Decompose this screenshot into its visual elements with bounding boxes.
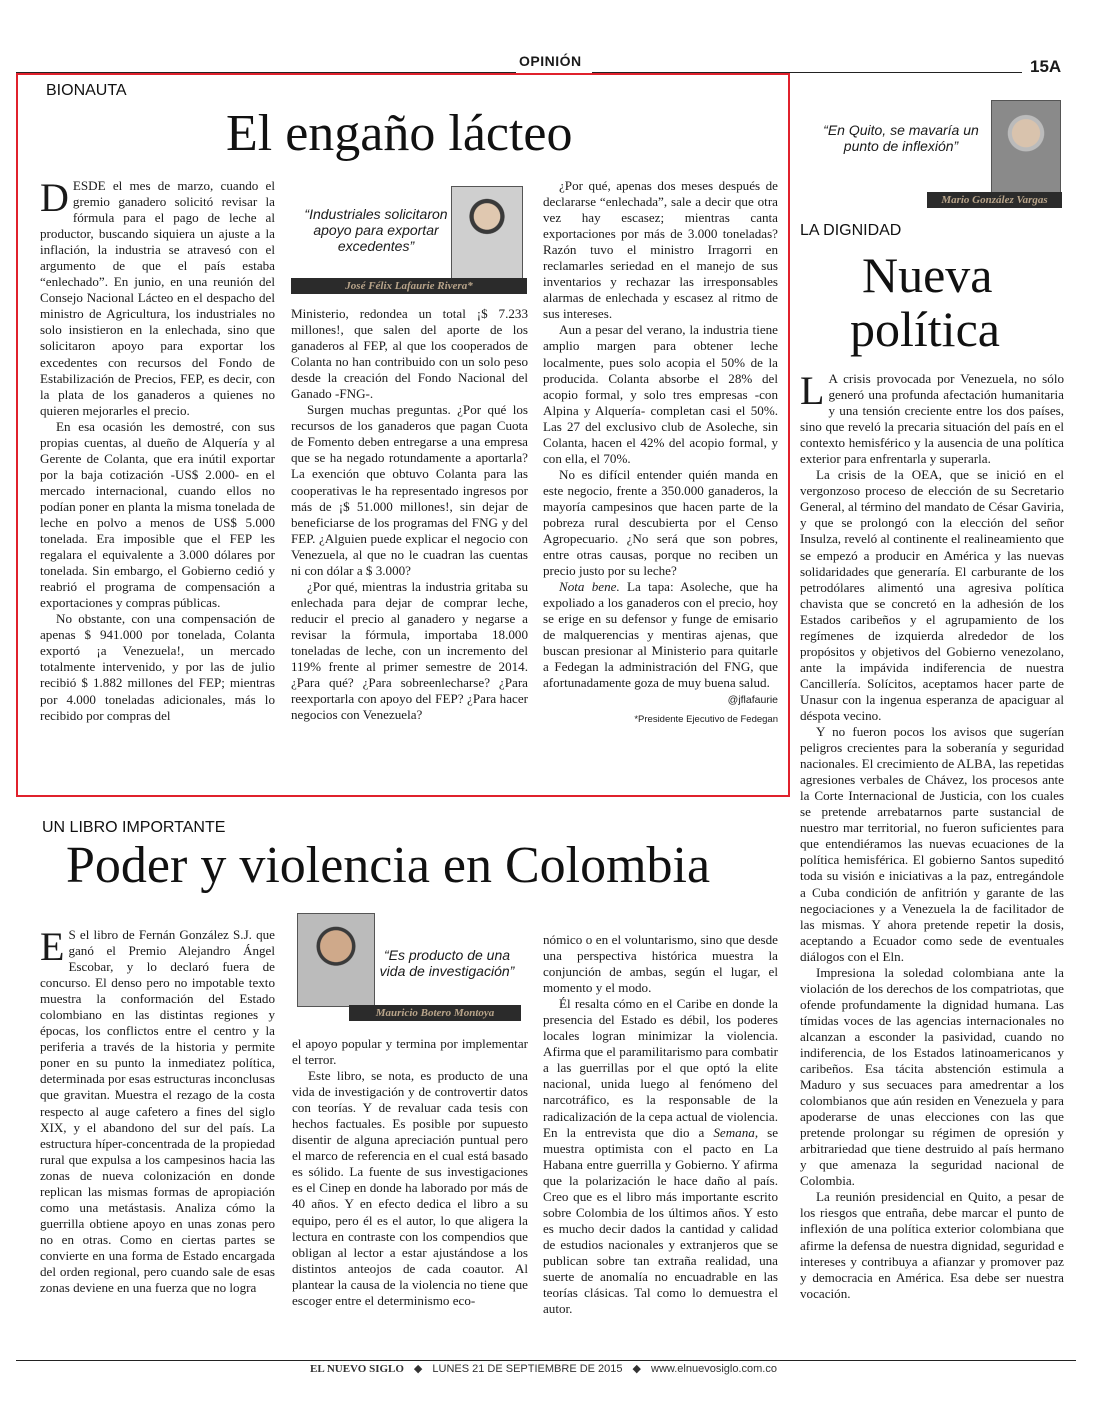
paragraph-text: se muestra optimista con el pacto en La Habana entre guerrilla y Gobierno. Y afirma que la polarización le hace daño al país. Creo que es el libro más importante escrito sobre Colombia de los últimos años. Y esto es mucho decir dados la cantidad y calidad de estudios nacionales y extranjeros que se publican sobre tan extraña realidad, una suerte de anomalía no encuadrable en las teorías clásicas. Tal como lo demuestra el autor. [543, 1124, 779, 1317]
paragraph: ESDE el mes de marzo, cuando el gremio ganadero solicitó revisar la fórmula para el pago de leche al productor, buscando siquiera un ajuste a la inflación, la industria se atravesó con el argumento de que el país estaba “enlechado”. En junio, en una reunión del Consejo Nacional Lácteo en el despacho del ministro de Agricultura, los industriales no solo insistieron en la enlechada, sino que solicitaron apoyo para exportar los excedentes con recursos del Fondo de Estabilización de Precios, FEP, es decir, con la plata de los ganaderos a quienes no quieren mejorarles el precio. [40, 178, 275, 418]
pull-quote: “En Quito, se mavaría un punto de inflexión” [823, 122, 979, 154]
author-photo [991, 100, 1061, 194]
paragraph: No es difícil entender quién manda en este negocio, frente a 350.000 ganaderos, la mayoría campesinos que hacen parte de la pobreza rural descubierta por el Censo Agropecuario. ¿No será que son pobres, entre otras causas, porque no reciben un precio justo por su leche? [543, 466, 778, 579]
article-column-2 [292, 1036, 528, 1309]
paragraph: A crisis provocada por Venezuela, no sólo generó una profunda afectación humanitaria y una tensión creciente entre los dos países, sino que reveló la precaria situación del país en el contexto hemisférico y la ausencia de una política exterior para enfrentarla y superarla. [800, 371, 1064, 467]
article-column-right [800, 368, 1064, 1302]
article-tag: BIONAUTA [46, 82, 127, 99]
issue-date: LUNES 21 DE SEPTIEMBRE DE 2015 [432, 1362, 623, 1375]
author-photo [297, 913, 375, 1007]
article-headline: El engaño lácteo [226, 105, 573, 162]
article-headline-line-1: Nueva [862, 247, 993, 303]
twitter-handle: @jflafaurie [727, 693, 778, 706]
paragraph: Este libro, se nota, es producto de una vida de investigación y de controvertir datos con teorías. Y de revaluar cada tesis con hechos factuales. Es posible por supuesto disentir de alguna apreciación puntual pero el marco de referencia en el cual está basado es sólido. La fuente de sus investigaciones es el Cinep en donde ha laborado por más de 40 años. Y en efecto dedica el libro a su equipo, pero él es el autor, lo que aligera la lectura en contraste con los compendios que obligan al lector a estar ajustándose a los distintos anteojos de cada coautor. Al plantear la causa de la violencia no tiene que escoger entre el determinismo eco- [292, 1068, 528, 1308]
paragraph: Surgen muchas preguntas. ¿Por qué los recursos de los ganaderos que pagan Cuota de Fomento deben entregarse a una empresa que se ha negado rotundamente a aportarla? La exención que obtuvo Colanta para las cooperativas le ha representado ingresos por más de ¡$ 51.000 millones!, sin dejar de beneficiarse de los programas del FNG y del FEP. ¿Alguien puede explicar el negocio con Venezuela, al que no le cuadran las cuentas ni con dólar a $ 3.000? [291, 402, 528, 578]
page-number: 15A [1030, 57, 1062, 76]
author-photo [451, 186, 523, 280]
paragraph: S el libro de Fernán González S.J. que ganó el Premio Alejandro Ángel Escobar, y lo declaró fuera de concurso. El denso pero no impotable texto muestra la conformación del Estado colombiano en las distintas regiones y épocas, los conflictos entre el centro y la periferia a través de la historia y permite poner en su punto la inmediatez política, determinada por esas estructuras inconclusas que gravitan. Muestra el rezago de la costa respecto al auge cafetero a fines del siglo XIX, y el abandono del sur del país. La estructura híper-concentrada de la propiedad rural que expulsa a los campesinos hacia las zonas de nueva colonización en donde replican las mismas formas de apropiación como una metástasis. Analiza cómo la guerrilla obtiene apoyo en unas zonas pero no en otras. Como en ciertas partes se convierte en una forma de Estado encargada del orden regional, pero cuando sale de esas zonas deviene en una fuerza que no logra [40, 927, 275, 1296]
paragraph-text: La tapa: Asoleche, que ha expoliado a los ganaderos con el precio, hoy se erige en su defensor y funge de emisario de malquerencias y mentiras ajenas, que buscan presionar al Ministerio para quitarle a Fedegan la administración del FNG, que afortunadamente goza de muy buena salud. [543, 579, 778, 691]
article-headline-line-2: política [850, 301, 1000, 357]
drop-cap: E [40, 924, 65, 969]
paragraph: el apoyo popular y termina por implementar el terror. [292, 1036, 528, 1068]
paragraph: La crisis de la OEA, que se inició en el vergonzoso proceso de elección de su Secretario General, al término del mandato de César Gaviria, y que se prolongó con la elección del señor Insulza, reveló al continente el realineamiento que se empezó a producir en América y las nuevas solidaridades que generaría. El carburante de los petrodólares alimentó una agresiva política chavista que se concretó en la adhesión de los Estados caribeños y el agrupamiento de los regímenes de izquierda alrededor de los propósitos y objetivos del Gobierno venezolano, ante la impávida indiferencia de nuestra Cancillería. Solícitos, aceptamos hacer parte de Unasur con la ingenua esperanza de apaciguar al déspota vecino. [800, 467, 1064, 723]
paragraph: Aun a pesar del verano, la industria tiene amplio margen para obtener leche localmente, pues solo acopia el 50% de la producida. Colanta absorbe el 28% del acopio formal, y solo tres empresas -con Alpina y Alquería- completan casi el 50%. Las 27 del exclusivo club de Asoleche, sin Colanta, hacen el 42% del acopio formal, y con ella, el 70%. [543, 322, 778, 466]
paragraph: ¿Por qué, apenas dos meses después de declararse “enlechada”, sale a decir que otra vez hay escasez; mientras canta exportaciones por más de 3.000 toneladas? Razón tuvo el ministro Irragorri en reclamarles seriedad en el manejo de sus inventarios y rechazar las irresponsables alarmas de enlechada y escasez al ritmo de sus intereses. [543, 178, 778, 322]
emphasis: Semana, [713, 1124, 759, 1140]
photo-caption: José Félix Lafaurie Rivera* [291, 278, 527, 294]
paragraph-text: Él resalta cómo en el Caribe en donde la presencia del Estado es débil, los poderes locales logran minimizar la violencia. Afirma que el paramilitarismo para combatir a las guerrillas por el que optó la elite nacional, unida luego al fenómeno del narcotráfico, es la responsable de la radicalización de la cepa actual de violencia. En la entrevista que dio a [543, 996, 778, 1140]
article-tag: UN LIBRO IMPORTANTE [42, 819, 226, 836]
article-headline: Poder y violencia en Colombia [66, 837, 711, 894]
pull-quote-box [291, 186, 527, 294]
article-column-1 [40, 924, 275, 1296]
pull-quote-box [797, 100, 1062, 208]
article-column-3 [543, 178, 778, 728]
photo-caption: Mario González Vargas [927, 192, 1062, 208]
paragraph: nómico o en el voluntarismo, sino que desde una perspectiva histórica muestra la conjunción de ambas, según el lugar, el momento y el modo. [543, 932, 778, 996]
paragraph [543, 996, 778, 1317]
paragraph: No obstante, con una compensación de apenas $ 941.000 por tonelada, Colanta exportó ¡a Venezuela!, un mercado totalmente intervenido, y por las de julio recibió $ 1.882 millones del FEP; mientras por 4.000 toneladas adicionales, más lo recibido por compras del [40, 611, 275, 723]
author-footnote: *Presidente Ejecutivo de Fedegan [634, 713, 778, 725]
article-column-3 [543, 932, 778, 1317]
paragraph: Impresiona la soledad colombiana ante la violación de los derechos de los compatriotas, que ofende profundamente la dignidad humana. Las tímidas voces de las agencias internacionales no alcanzan a esconder la pasividad, cuando no indiferencia, de los Estados latinoamericanos y caribeños. Esa tácita abstención estimula a Maduro y sus secuaces para amedrentar a los colombianos que aún residen en Venezuela y para apoderarse de unas elecciones con las que pretende prolongar su régimen de opresión y arbitrariedad que tiene destruido al país hermano y que amenaza la seguridad nacional de Colombia. [800, 964, 1064, 1189]
paragraph: La reunión presidencial en Quito, a pesar de los riesgos que entraña, debe marcar el punto de inflexión de una política exterior colombiana que afirme la defensa de nuestra dignidad, seguridad e intereses y contribuya a afianzar y promover paz y democracia en América. Esa debe ser nuestra vocación. [800, 1189, 1064, 1301]
drop-cap: D [40, 175, 69, 220]
paragraph [543, 579, 778, 691]
photo-caption: Mauricio Botero Montoya [349, 1005, 521, 1021]
footer [310, 1362, 777, 1375]
drop-cap: L [800, 368, 825, 413]
newspaper-logo: EL NUEVO SIGLO [310, 1362, 404, 1375]
website-link[interactable]: www.elnuevosiglo.com.co [651, 1362, 777, 1375]
paragraph: Y no fueron pocos los avisos que sugerían peligros crecientes para la soberanía y seguridad nacionales. El crecimiento de ALBA, las repetidas agresiones verbales de Chávez, los procesos ante la Corte Internacional de Justicia, con los cuales se pretende arrebatarnos parte sustancial de nuestro mar territorial, no fueron suficientes para que entendiéramos las nuevas ecuaciones de la política hemisférica. El gobierno Santos supeditó toda su visión e iniciativas a la paz, entregándole a Cuba condición de anfitrión y garante de las negociaciones y a Venezuela la de facilitador de las mismas. Y ahora pretende repetir la dosis, aceptando a Ecuador como sede de eventuales diálogos con el Eln. [800, 724, 1064, 964]
footer-rule [16, 1360, 1076, 1361]
section-label: OPINIÓN [519, 53, 582, 69]
article-tag: LA DIGNIDAD [800, 222, 902, 239]
pull-quote: “Industriales solicitaron apoyo para exportar excedentes” [304, 206, 448, 254]
bullet-icon: ◆ [632, 1363, 641, 1375]
emphasis: Nota bene. [559, 579, 620, 595]
bullet-icon: ◆ [413, 1363, 423, 1375]
article-column-1 [40, 175, 275, 724]
article-column-2 [291, 306, 528, 723]
paragraph: Ministerio, redondea un total ¡$ 7.233 millones!, que salen del aporte de los ganaderos al FEP, al que los cooperados de Colanta no han contribuido con un solo peso desde la creación del Fondo Nacional del Ganado -FNG-. [291, 306, 528, 402]
paragraph: En esa ocasión les demostré, con sus propias cuentas, al dueño de Alquería y al Gerente de Colanta, que era inútil exportar por la baja cotización -US$ 2.000- en el mercado internacional, cuando ellos no podían poner en planta la misma tonelada de leche en polvo a menos de US$ 5.000 tonelada. Era imposible que el FEP les regalara el equivalente a 3.000 dólares por tonelada. Sin embargo, el Gobierno cedió y reabrió el programa de compensación a exportaciones y compras públicas. [40, 418, 275, 611]
paragraph: ¿Por qué, mientras la industria gritaba su enlechada para dejar de comprar leche, reducir el precio al ganadero y negarse a revisar la fórmula, importaba 18.000 toneladas de leche, con un incremento del 119% frente al primer semestre de 2014. ¿Para qué? ¿Para sobreenlecharse? ¿Para reexportarla con apoyo del FEP? ¿Para hacer negocios con Venezuela? [291, 578, 528, 723]
pull-quote: “Es producto de una vida de investigación” [379, 947, 515, 979]
pull-quote-box [293, 913, 521, 1021]
